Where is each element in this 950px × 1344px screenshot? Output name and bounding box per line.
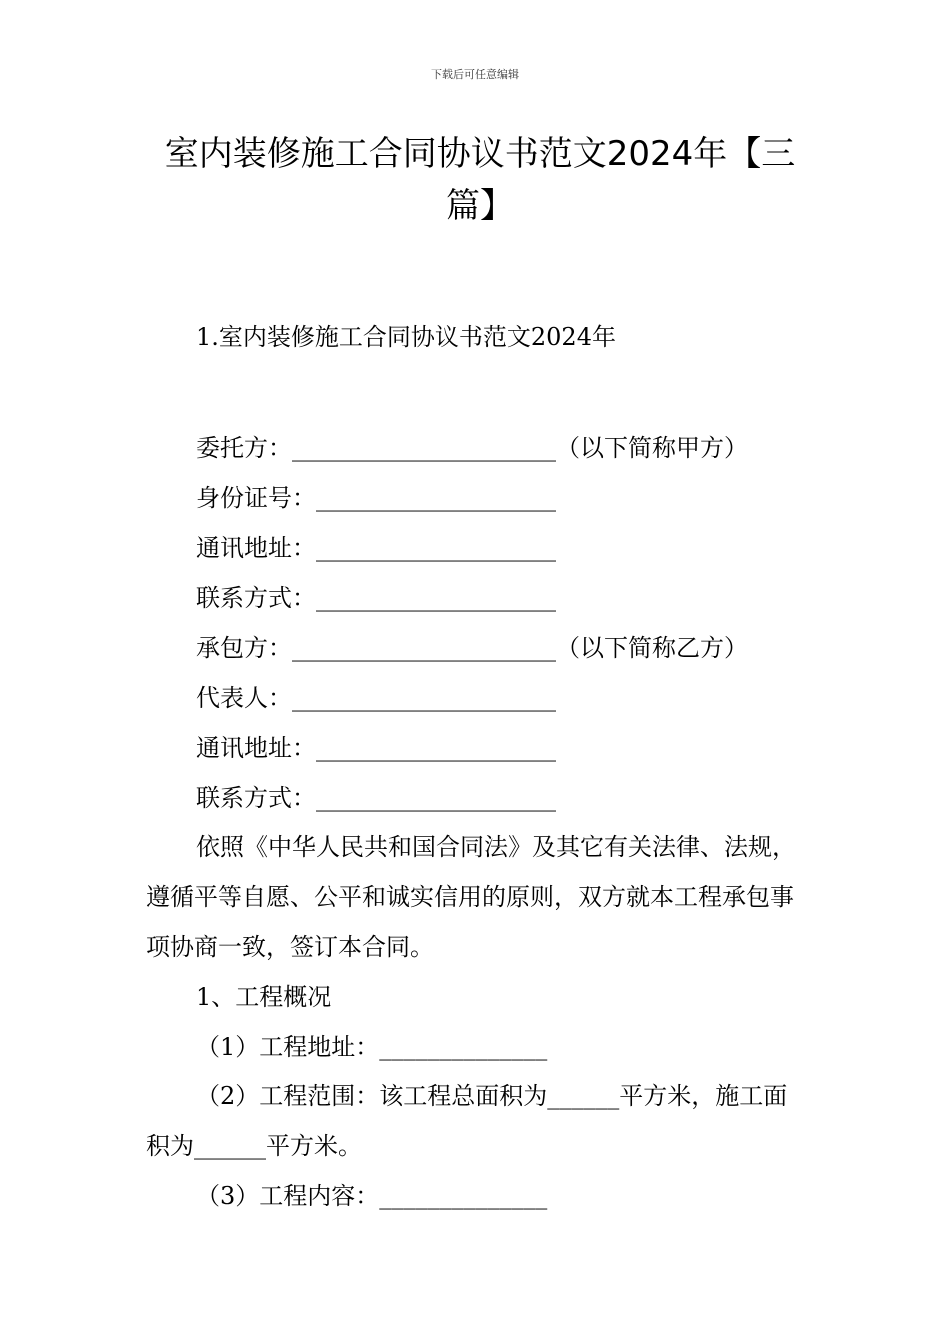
item-project-overview: 1、工程概况 xyxy=(196,983,332,1011)
intro-paragraph: 依照《中华人民共和国合同法》及其它有关法律、法规，遵循平等自愿、公平和诚实信用的原则，双方就本工程承包事项协商一致，签订本合同。 xyxy=(146,833,796,961)
document-title: 室内装修施工合同协议书范文2024年【三篇】 xyxy=(164,134,796,226)
field-client-id: 身份证号：____________________ xyxy=(196,484,556,512)
header-note: 下载后可任意编辑 xyxy=(431,68,519,81)
field-client-contact: 联系方式：____________________ xyxy=(196,584,556,612)
item-project-content: （3）工程内容：______________ xyxy=(196,1182,548,1210)
field-client-address: 通讯地址：____________________ xyxy=(196,534,556,562)
field-client: 委托方：______________________（以下简称甲方） xyxy=(196,434,748,462)
item-project-scope: （2）工程范围：该工程总面积为______平方米，施工面积为______平方米。 xyxy=(146,1082,788,1160)
section-heading: 1.室内装修施工合同协议书范文2024年 xyxy=(196,323,616,351)
field-contractor: 承包方：______________________（以下简称乙方） xyxy=(196,634,748,662)
field-representative: 代表人：______________________ xyxy=(196,684,556,712)
item-project-address: （1）工程地址：______________ xyxy=(196,1033,548,1061)
field-contractor-address: 通讯地址：____________________ xyxy=(196,734,556,762)
field-contractor-contact: 联系方式：____________________ xyxy=(196,784,556,812)
